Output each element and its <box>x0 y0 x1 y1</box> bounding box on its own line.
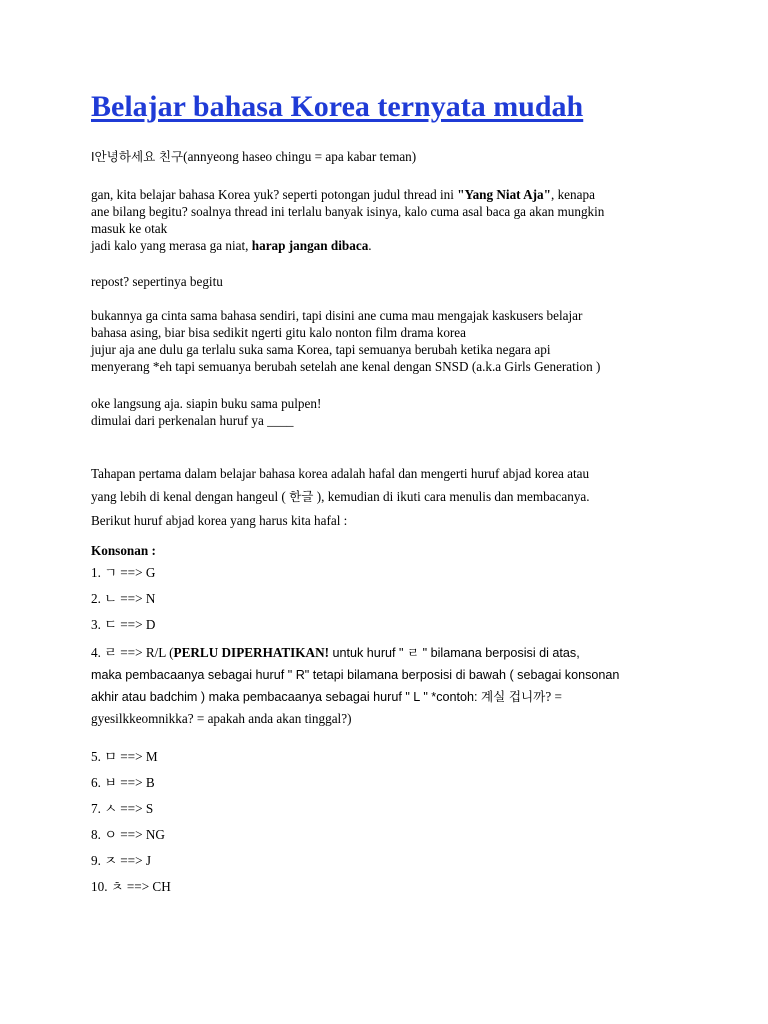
list-item: 1. ㄱ ==> G <box>91 565 156 580</box>
intro-text: gan, kita belajar bahasa Korea yuk? seperti potongan judul thread ini <box>91 187 458 202</box>
intro-paragraph <box>91 186 691 254</box>
list-item: 2. ㄴ ==> N <box>91 591 156 606</box>
greeting-korean: I안녕하세요 친구 <box>91 150 184 164</box>
paragraph-four <box>91 462 691 532</box>
paragraph-text: bukannya ga cinta sama bahasa sendiri, tapi disini ane cuma mau mengajak kaskusers belajar <box>91 308 583 323</box>
intro-text: masuk ke otak <box>91 221 168 236</box>
list-item: 8. ㅇ ==> NG <box>91 827 165 842</box>
paragraph-text: jujur aja ane dulu ga terlalu suka sama Korea, tapi semuanya berubah ketika negara api <box>91 342 551 357</box>
hangeul-word: 한글 <box>289 490 314 504</box>
intro-text: , kenapa <box>550 187 595 202</box>
note-text: gyesilkkeomnikka? = apakah anda akan tinggal?) <box>91 711 352 726</box>
paragraph-three <box>91 395 691 429</box>
note-text: untuk huruf " ㄹ " bilamana berposisi di atas, <box>329 646 580 660</box>
paragraph-two <box>91 307 691 375</box>
paragraph-text: dimulai dari perkenalan huruf ya ____ <box>91 413 294 428</box>
repost-text: repost? sepertinya begitu <box>91 274 223 289</box>
list-item-four <box>91 642 691 730</box>
greeting-romanized: (annyeong haseo chingu = apa kabar teman) <box>183 149 417 164</box>
paragraph-text: oke langsung aja. siapin buku sama pulpen! <box>91 396 322 411</box>
paragraph-text: bahasa asing, biar bisa sedikit ngerti gitu kalo nonton film drama korea <box>91 325 467 340</box>
paragraph-text: ), kemudian di ikuti cara menulis dan membacanya. <box>313 489 590 504</box>
list-item: 3. ㄷ ==> D <box>91 617 156 632</box>
note-text: akhir atau badchim ) maka pembacaanya sebagai huruf " L " *contoh: <box>91 690 482 704</box>
konsonan-heading-text: Konsonan : <box>91 543 156 558</box>
paragraph-text: Tahapan pertama dalam belajar bahasa korea adalah hafal dan mengerti huruf abjad korea atau <box>91 466 590 481</box>
list-item-prefix: 4. ㄹ ==> R/L ( <box>91 645 174 660</box>
hangeul-example: 계실 겁니까 <box>481 690 546 704</box>
intro-text: jadi kalo yang merasa ga niat, <box>91 238 252 253</box>
intro-text: . <box>368 238 372 253</box>
note-text: ? = <box>545 689 562 704</box>
list-item: 7. ㅅ ==> S <box>91 801 154 816</box>
paragraph-text: menyerang *eh tapi semuanya berubah setelah ane kenal dengan SNSD (a.k.a Girls Generation ) <box>91 359 601 374</box>
intro-bold-warning: harap jangan dibaca <box>251 238 369 253</box>
paragraph-text: yang lebih di kenal dengan hangeul ( <box>91 489 290 504</box>
repost-line <box>91 273 691 290</box>
note-text: maka pembacaanya sebagai huruf " R" tetapi bilamana berposisi di bawah ( sebagai konsonan <box>91 668 620 682</box>
important-note: PERLU DIPERHATIKAN! <box>173 645 329 660</box>
intro-text: ane bilang begitu? soalnya thread ini terlalu banyak isinya, kalo cuma asal baca ga akan mungkin <box>91 204 605 219</box>
greeting-line <box>91 148 691 166</box>
page-title[interactable]: Belajar bahasa Korea ternyata mudah <box>91 90 584 123</box>
intro-bold-quote: "Yang Niat Aja" <box>457 187 551 202</box>
list-item: 9. ㅈ ==> J <box>91 853 151 868</box>
list-item: 5. ㅁ ==> M <box>91 749 158 764</box>
list-item: 10. ㅊ ==> CH <box>91 879 171 894</box>
paragraph-text: Berikut huruf abjad korea yang harus kita hafal : <box>91 513 348 528</box>
list-item: 6. ㅂ ==> B <box>91 775 155 790</box>
konsonan-heading <box>91 542 156 559</box>
